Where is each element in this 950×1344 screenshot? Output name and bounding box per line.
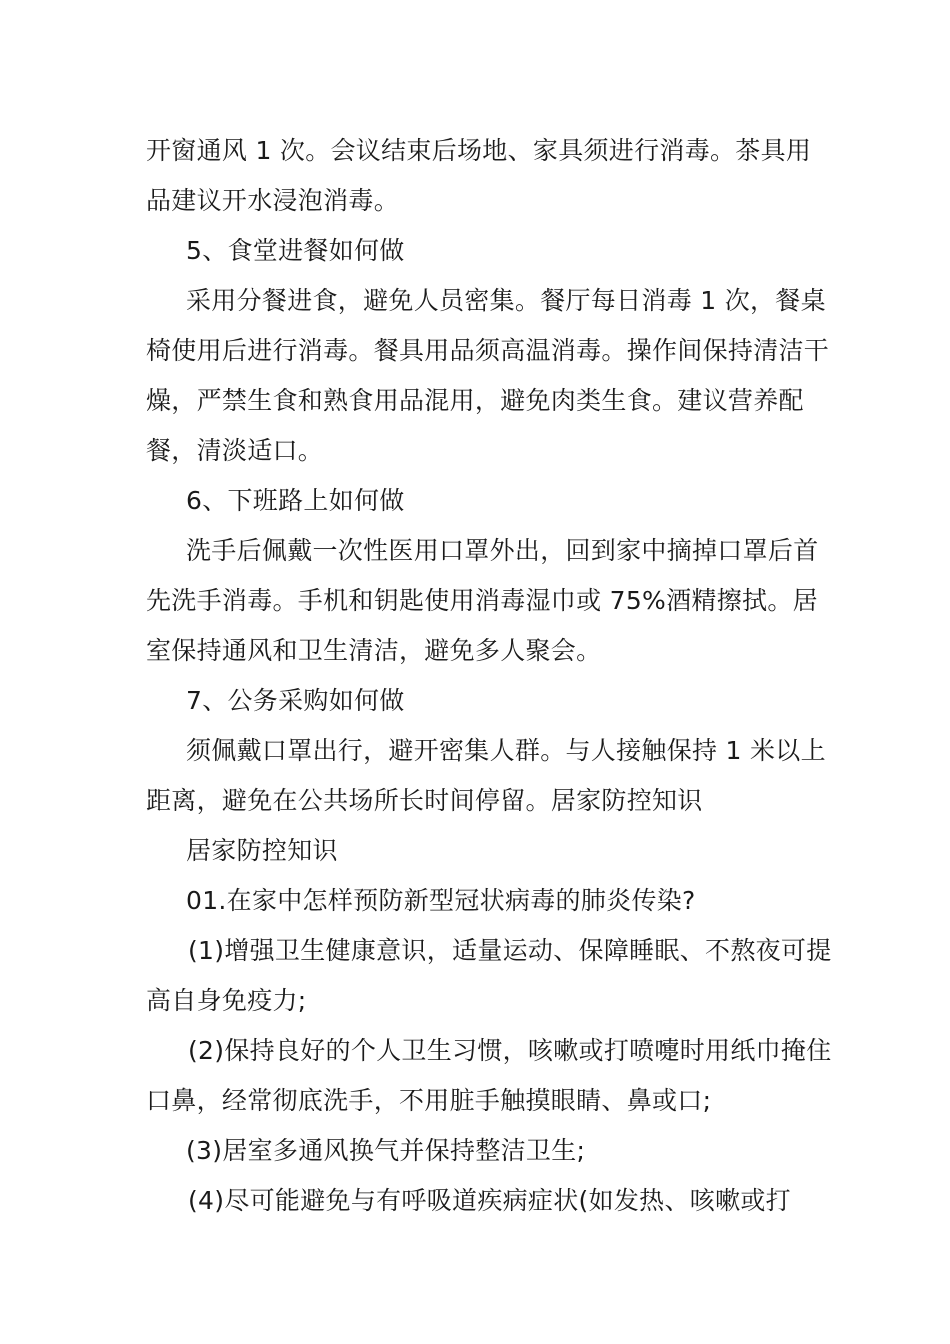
heading-canteen-dining: 5、食堂进餐如何做: [186, 236, 405, 265]
paragraph-canteen-dining: 采用分餐进食，避免人员密集。餐厅每日消毒 1 次，餐桌椅使用后进行消毒。餐具用品须高温消毒。操作间保持清洁干燥，严禁生食和熟食用品混用，避免肉类生食。建议营养配餐，清淡适口。: [146, 286, 830, 465]
list-item-4: (4)尽可能避免与有呼吸道疾病症状(如发热、咳嗽或打: [188, 1186, 791, 1215]
heading-commute-home: 6、下班路上如何做: [186, 486, 405, 515]
document-body: [146, 126, 836, 1226]
paragraph-ventilation-continued: 开窗通风 1 次。会议结束后场地、家具须进行消毒。茶具用品建议开水浸泡消毒。: [146, 136, 812, 215]
list-item-2: (2)保持良好的个人卫生习惯，咳嗽或打喷嚏时用纸巾掩住口鼻，经常彻底洗手，不用脏手触摸眼睛、鼻或口;: [146, 1036, 832, 1115]
heading-official-purchasing: 7、公务采购如何做: [186, 686, 405, 715]
question-home-prevention: 01.在家中怎样预防新型冠状病毒的肺炎传染?: [186, 886, 696, 915]
paragraph-official-purchasing: 须佩戴口罩出行，避开密集人群。与人接触保持 1 米以上距离，避免在公共场所长时间停留。居家防控知识: [146, 736, 826, 815]
list-item-1: (1)增强卫生健康意识，适量运动、保障睡眠、不熬夜可提高自身免疫力;: [146, 936, 832, 1015]
heading-home-prevention: 居家防控知识: [186, 836, 338, 865]
list-item-3: (3)居室多通风换气并保持整洁卫生;: [186, 1136, 586, 1165]
paragraph-commute-home: 洗手后佩戴一次性医用口罩外出，回到家中摘掉口罩后首先洗手消毒。手机和钥匙使用消毒湿巾或 75%酒精擦拭。居室保持通风和卫生清洁，避免多人聚会。: [146, 536, 819, 665]
